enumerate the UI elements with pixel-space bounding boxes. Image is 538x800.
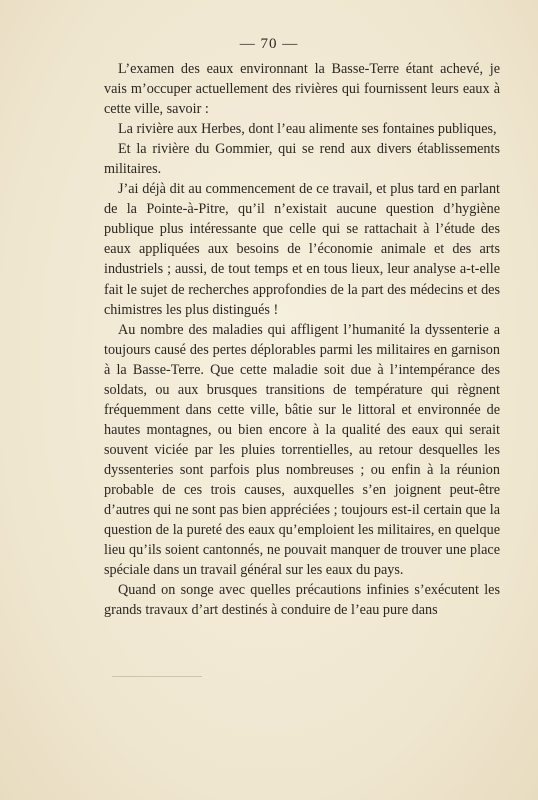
bottom-rule [112, 676, 202, 677]
paragraph: J’ai déjà dit au commencement de ce travail, et plus tard en parlant de la Pointe-à-Pitre, qu’il n’existait aucune question d’hygiène publique plus intéressante que celle qui se rattachait à l’étude des eaux appliquées aux besoins de l’économie animale et des arts industriels ; aussi, de tout temps et en tous lieux, leur analyse a-t-elle fait le sujet de recherches approfondies de la part des médecins et des chimistres les plus distingués ! [104, 181, 500, 318]
paragraph: Au nombre des maladies qui affligent l’humanité la dyssenterie a toujours causé des pertes déplorables parmi les militaires en garnison à la Basse-Terre. Que cette maladie soit due à l’intempérance des soldats, ou aux brusques transitions de température qui règnent fréquemment dans cette ville, bâtie sur le littoral et environnée de hautes montagnes, ou bien encore à la qualité des eaux qui serait souvent viciée par les pluies torrentielles, au retour desquelles les dyssenteries sont parfois plus nombreuses ; ou enfin à la réunion probable de ces trois causes, auxquelles s’en joignent peut-être d’autres qui ne sont pas bien appréciées ; toujours est-il certain que la question de la pureté des eaux qu’emploient les militaires, en quelque lieu qu’ils soient cantonnés, ne pouvait manquer de trouver une place spéciale dans un travail général sur les eaux du pays. [104, 321, 500, 579]
paragraph: L’examen des eaux environnant la Basse-Terre étant achevé, je vais m’occuper actuellement des rivières qui fournissent leurs eaux à cette ville, savoir : [104, 61, 500, 118]
page-number: — 70 — [239, 36, 299, 52]
paragraph: Quand on songe avec quelles précautions infinies s’exécutent les grands travaux d’art destinés à conduire de l’eau pure dans [104, 582, 500, 619]
body-text [104, 59, 500, 620]
paragraph: Et la rivière du Gommier, qui se rend aux divers établissements militaires. [104, 141, 500, 178]
paragraph: La rivière aux Herbes, dont l’eau alimente ses fontaines publiques, [118, 121, 497, 138]
